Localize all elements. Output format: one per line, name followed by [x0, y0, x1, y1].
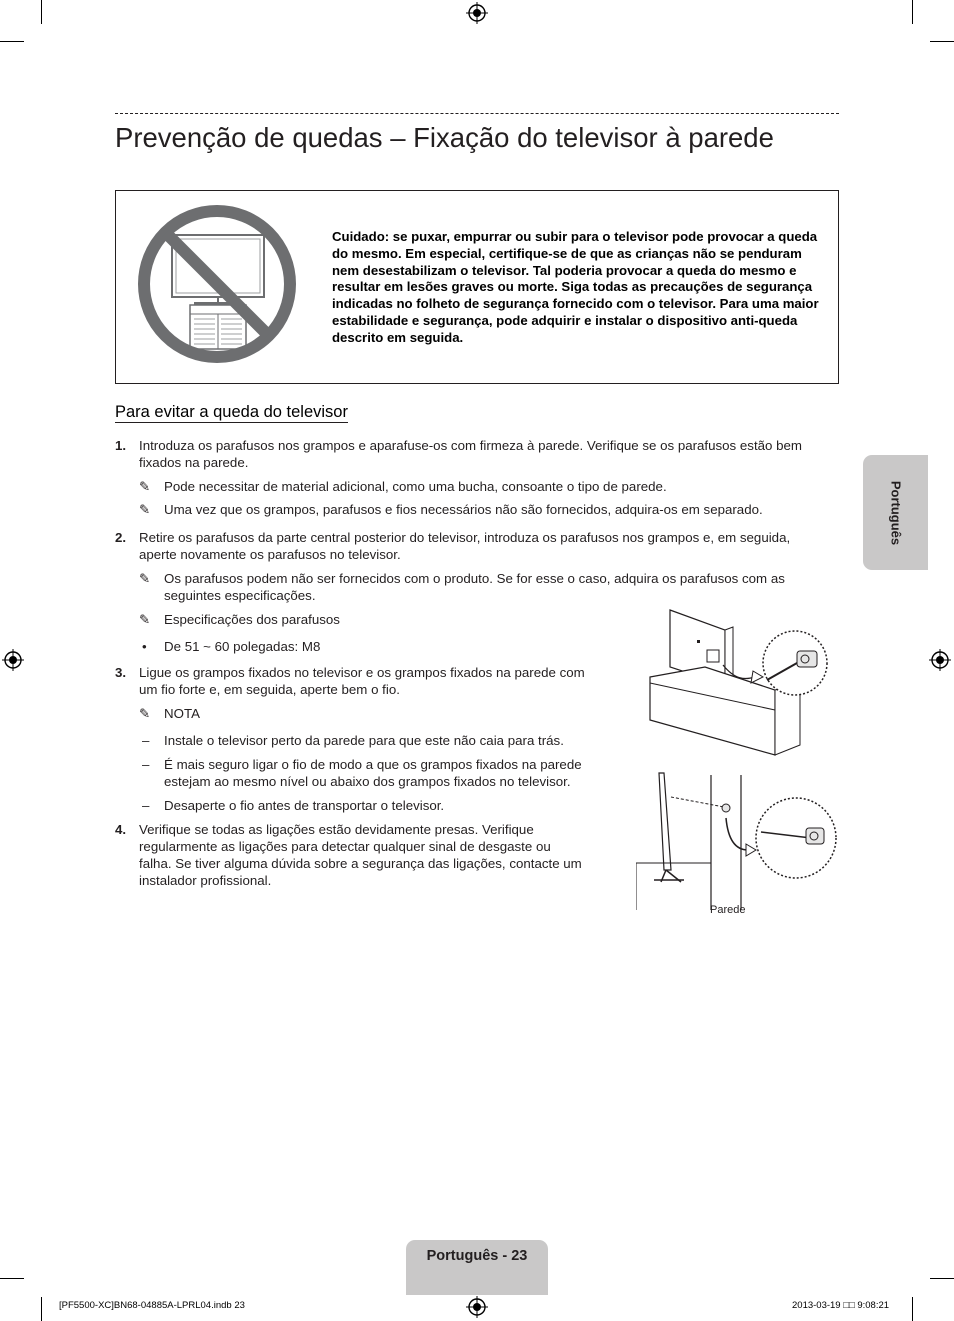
- note-text: NOTA: [164, 706, 200, 721]
- note-pencil-icon: ✎: [139, 479, 151, 494]
- crop-mark: [930, 1278, 954, 1279]
- language-side-tab: [863, 455, 928, 570]
- step-text-line: Verifique se todas as ligações estão devidamente presas. Verifique: [139, 822, 534, 837]
- note-text: Uma vez que os grampos, parafusos e fios necessários não são fornecidos, adquira-os em separado.: [164, 502, 763, 517]
- step-text-line: instalador profissional.: [139, 873, 272, 888]
- registration-mark-icon: [929, 649, 951, 671]
- crop-mark: [912, 1297, 913, 1321]
- wall-label: Parede: [710, 904, 746, 916]
- note-pencil-icon: ✎: [139, 706, 151, 721]
- dash-text: estejam ao mesmo nível ou abaixo dos grampos fixados no televisor.: [164, 774, 571, 789]
- registration-mark-icon: [466, 2, 488, 24]
- warning-box: [115, 190, 839, 384]
- note-text: Pode necessitar de material adicional, como uma bucha, consoante o tipo de parede.: [164, 479, 667, 494]
- dash-marker: –: [142, 733, 150, 748]
- side-tab-label: Português: [888, 480, 903, 545]
- page-number-label: Português - 23: [426, 1248, 528, 1264]
- dash-text: Desaperte o fio antes de transportar o televisor.: [164, 798, 445, 813]
- step-number: 4.: [115, 822, 127, 837]
- step-text-line: regularmente as ligações para detectar qualquer sinal de desgaste ou: [139, 839, 551, 854]
- step-text-line: um fio forte e, em seguida, aperte bem o fio.: [139, 682, 400, 697]
- page-number-tab: [406, 1240, 548, 1295]
- note-pencil-icon: ✎: [139, 571, 151, 586]
- tv-clamp-illustration: [645, 605, 835, 760]
- imprint-file: [PF5500-XC]BN68-04885A-LPRL04.indb 23: [59, 1300, 245, 1311]
- step-text-line: Introduza os parafusos nos grampos e aparafuse-os com firmeza à parede. Verifique se os parafusos estão bem: [139, 438, 802, 453]
- dash-marker: –: [142, 798, 150, 813]
- crop-mark: [0, 41, 24, 42]
- prohibited-tv-icon: [136, 203, 298, 365]
- step-number: 1.: [115, 438, 127, 453]
- note-text: Os parafusos podem não ser fornecidos com o produto. Se for esse o caso, adquira os parafusos com as: [164, 571, 785, 586]
- step-text-line: fixados na parede.: [139, 455, 249, 470]
- note-pencil-icon: ✎: [139, 612, 151, 627]
- dash-text: É mais seguro ligar o fio de modo a que os grampos fixados na parede: [164, 757, 582, 772]
- warning-text: Cuidado: se puxar, empurrar ou subir para o televisor pode provocar a queda do mesmo. Em especial, certifique-se de que as crianças não se penduram nem desestabilizam o televisor. Tal poderia provocar a queda do mesmo e resultar em lesões graves ou morte. Siga todas as precauções de segurança indicadas no folheto de segurança fornecido com o televisor. Para uma maior estabilidade e segurança, pode adquirir e instalar o dispositivo anti-queda descrito em seguida.: [332, 229, 819, 345]
- dash-text: Instale o televisor perto da parede para que este não caia para trás.: [164, 733, 564, 748]
- dash-marker: –: [142, 757, 150, 772]
- wall-clamp-illustration: [636, 770, 841, 910]
- step-text-line: falha. Se tiver alguma dúvida sobre a segurança das ligações, contacte um: [139, 856, 582, 871]
- step-number: 2.: [115, 530, 127, 545]
- crop-mark: [912, 0, 913, 24]
- imprint-date: 2013-03-19 □□ 9:08:21: [792, 1300, 890, 1311]
- crop-mark: [0, 1278, 24, 1279]
- title-divider: [115, 113, 839, 114]
- crop-mark: [930, 41, 954, 42]
- step-text-line: Retire os parafusos da parte central posterior do televisor, introduza os parafusos nos grampos e, em seguida,: [139, 530, 791, 545]
- note-text: seguintes especificações.: [164, 588, 316, 603]
- crop-mark: [41, 1297, 42, 1321]
- page-title: Prevenção de quedas – Fixação do televisor à parede: [115, 122, 774, 153]
- note-pencil-icon: ✎: [139, 502, 151, 517]
- crop-mark: [41, 0, 42, 24]
- bullet-marker: •: [142, 639, 147, 654]
- note-text: Especificações dos parafusos: [164, 612, 340, 627]
- step-number: 3.: [115, 665, 127, 680]
- registration-mark-icon: [466, 1296, 488, 1318]
- registration-mark-icon: [2, 649, 24, 671]
- step-text-line: Ligue os grampos fixados no televisor e os grampos fixados na parede com: [139, 665, 585, 680]
- bullet-text: De 51 ~ 60 polegadas: M8: [164, 639, 321, 654]
- section-heading: Para evitar a queda do televisor: [115, 403, 348, 421]
- step-text-line: aperte novamente os parafusos no televisor.: [139, 547, 401, 562]
